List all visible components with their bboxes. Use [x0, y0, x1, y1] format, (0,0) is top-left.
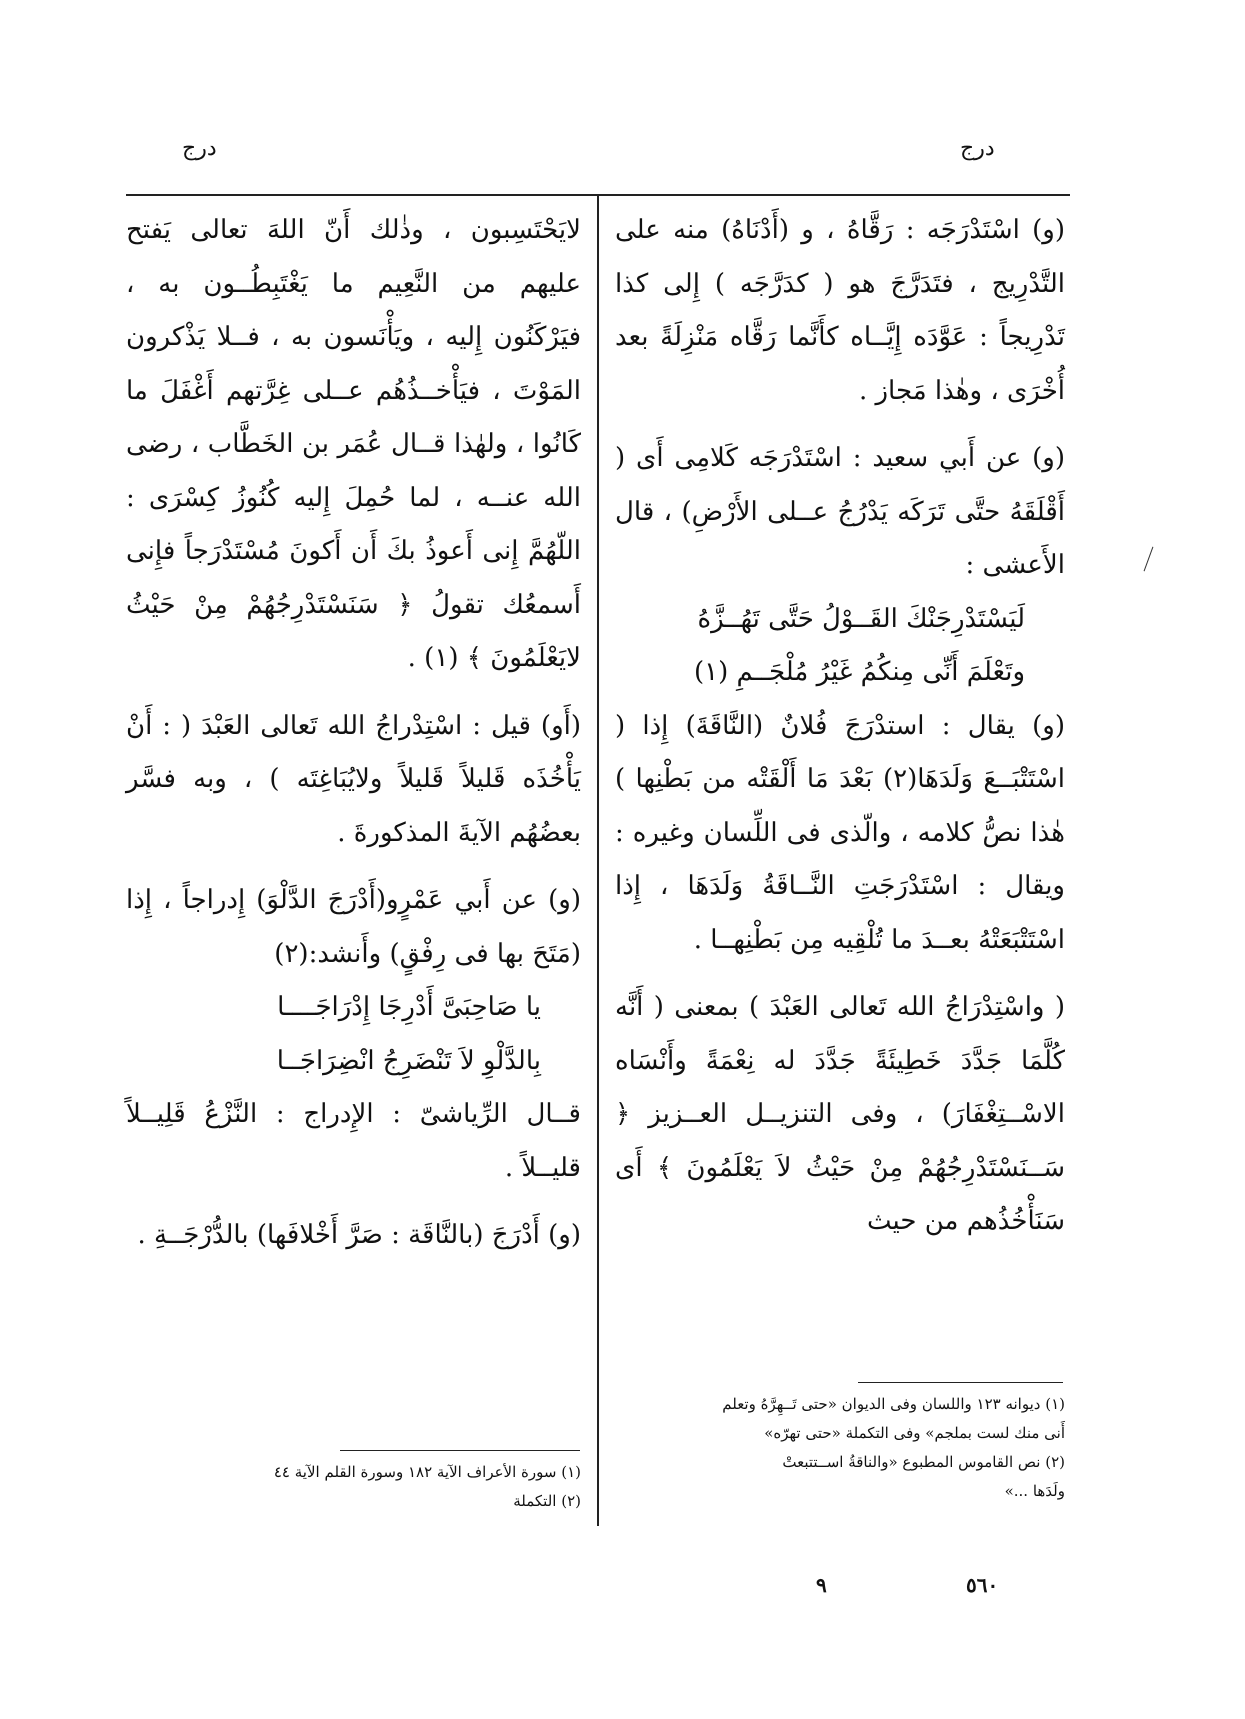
left-column [126, 204, 581, 1277]
footnote-rule [340, 1450, 580, 1451]
verse-line: وتَعْلَمَ أَنِّى مِنكُمُ غَيْرُ مُلْجَــمِ (١) [693, 657, 1025, 687]
verse-line: لَيَسْتَدْرِجَنْكَ القَــوْلُ حَتَّى تَهُــزَّهُ [697, 603, 1025, 634]
margin-pen-mark [1144, 547, 1154, 572]
entry-paragraph: قــال الرِّياشىّ : الإِدراج : النَّزْعُ قَلِيــلاً قليــلاً . [126, 1099, 581, 1183]
column-divider [597, 196, 599, 1526]
footnote-line: ولَدَها ...» [1004, 1482, 1065, 1500]
footnote-line: (١) ديوانه ١٢٣ واللسان وفى الديوان «حتى تَــهِرَّهُ وتعلم [722, 1395, 1065, 1413]
entry-paragraph: لايَحْتَسِبون ، وذٰلك أَنّ اللهَ تعالى يَفتح عليهم من النَّعِيم ما يَغْتَبِطُــون به ، فيَرْكَنُون إِليه ، ويَأْنَسون به ، فــلا يَذْكرون المَوْتَ ، فيَأْخــذُهُم عــلى غِرَّتهم أَغْفَلَ ما كَانُوا ، ولهٰذا قــال عُمَر بن الخَطَّاب ، رضى الله عنــه ، لما حُمِلَ إِليه كُنُوزُ كِسْرَى : اللّهُمَّ إِنى أَعوذُ بكَ أَن أَكونَ مُسْتَدْرَجاً فإِنى أَسمعُك تقولُ ﴿ سَنَسْتَدْرِجُهُمْ مِنْ حَيْثُ لايَعْلَمُونَ ﴾ (١) . [126, 215, 581, 673]
page-number: ٥٦٠ [966, 1573, 999, 1597]
entry-paragraph: (و) عن أَبي عَمْرٍو(أَدْرَجَ الدَّلْوَ) إِدراجاً ، إِذا (مَتَحَ بها فى رِفْقٍ) وأَنشد:(٢) [126, 885, 581, 969]
verse [126, 981, 581, 1088]
footnote-line: أَنى منك لست بملجم» وفى التكملة «حتى تهرّه» [764, 1424, 1065, 1442]
verse-line: بِالدَّلْوِ لاَ تَنْضَرِجُ انْضِرَاجَــا [276, 1045, 541, 1076]
right-column [615, 204, 1065, 1263]
entry-paragraph: (أَو) قيل : اسْتِدْراجُ الله تَعالى العَبْدَ ( : أَنْ يَأْخُذَه قَليلاً قَليلاً ولايُبَاغِتَه ) ، وبه فسَّر بعضُهُم الآيةَ المذكورةَ . [126, 710, 581, 848]
entry-paragraph: (و) أَدْرَجَ (بالنَّاقَة : صَرَّ أَخْلافَها) بالدُّرْجَــةِ . [137, 1220, 581, 1250]
running-header-left: درج [182, 136, 217, 161]
running-header-right: درج [960, 136, 995, 161]
verse [615, 593, 1065, 700]
footnote-rule [858, 1382, 1063, 1383]
footnotes-right [615, 1390, 1065, 1506]
footnote-line: (٢) التكملة [513, 1492, 581, 1510]
entry-paragraph: (و) عن أَبي سعيد : اسْتَدْرَجَه كَلامِى أَى ( أَقْلَقَهُ حتَّى تَرَكَه يَدْرُجُ عــلى الأَرْضِ) ، قال الأَعشى : [615, 443, 1065, 580]
verse-line: يا صَاحِبَىَّ أَدْرِجَا إِدْرَاجَــــا [277, 992, 541, 1022]
entry-paragraph: (و) يقال : استدْرَجَ فُلانٌ (النَّاقَةَ) إِذا ( اسْتَتْبَــعَ وَلَدَهَا(٢) بَعْدَ مَا أَلْقَتْه من بَطْنِها ) هٰذا نصُّ كلامه ، والّذى فى اللِّسان وغيره : ويقال : اسْتَدْرَجَتِ النَّــاقَةُ وَلَدَهَا ، إِذا اسْتَتْبَعَتْهُ بعــدَ ما تُلْقِيه مِن بَطْنِهــا . [615, 710, 1065, 955]
footnote-line: (١) سورة الأعراف الآية ١٨٢ وسورة القلم الآية ٤٤ [273, 1463, 581, 1481]
footnote-line: (٢) نص القاموس المطبوع «والناقةُ اســتتبعتْ [782, 1453, 1065, 1471]
entry-paragraph: (و) اسْتَدْرَجَه : رَقَّاهُ ، و (أَدْنَاهُ) منه على التَّدْرِيج ، فتَدَرَّجَ هو ( كدَرَّجَه ) إِلى كذا تَدْرِيجاً : عَوَّدَه إِيَّــاه كأَنَّما رَقَّاه مَنْزِلَةً بعد أُخْرَى ، وهٰذا مَجاز . [615, 215, 1065, 406]
signature-mark: ٩ [816, 1573, 827, 1597]
entry-paragraph: ( واسْتِدْرَاجُ الله تَعالى العَبْدَ ) بمعنى ( أَنَّه كُلَّمَا جَدَّدَ خَطِيئَةً جَدَّدَ له نِعْمَةً وأَنْسَاه الاسْــتِغْفَارَ) ، وفى التنزيــل العــزيز ﴿ سَــنَسْتَدْرِجُهُمْ مِنْ حَيْثُ لاَ يَعْلَمُونَ ﴾ أَى سَنَأْخُذُهم من حيث [615, 992, 1065, 1236]
footnotes-left [126, 1458, 581, 1516]
